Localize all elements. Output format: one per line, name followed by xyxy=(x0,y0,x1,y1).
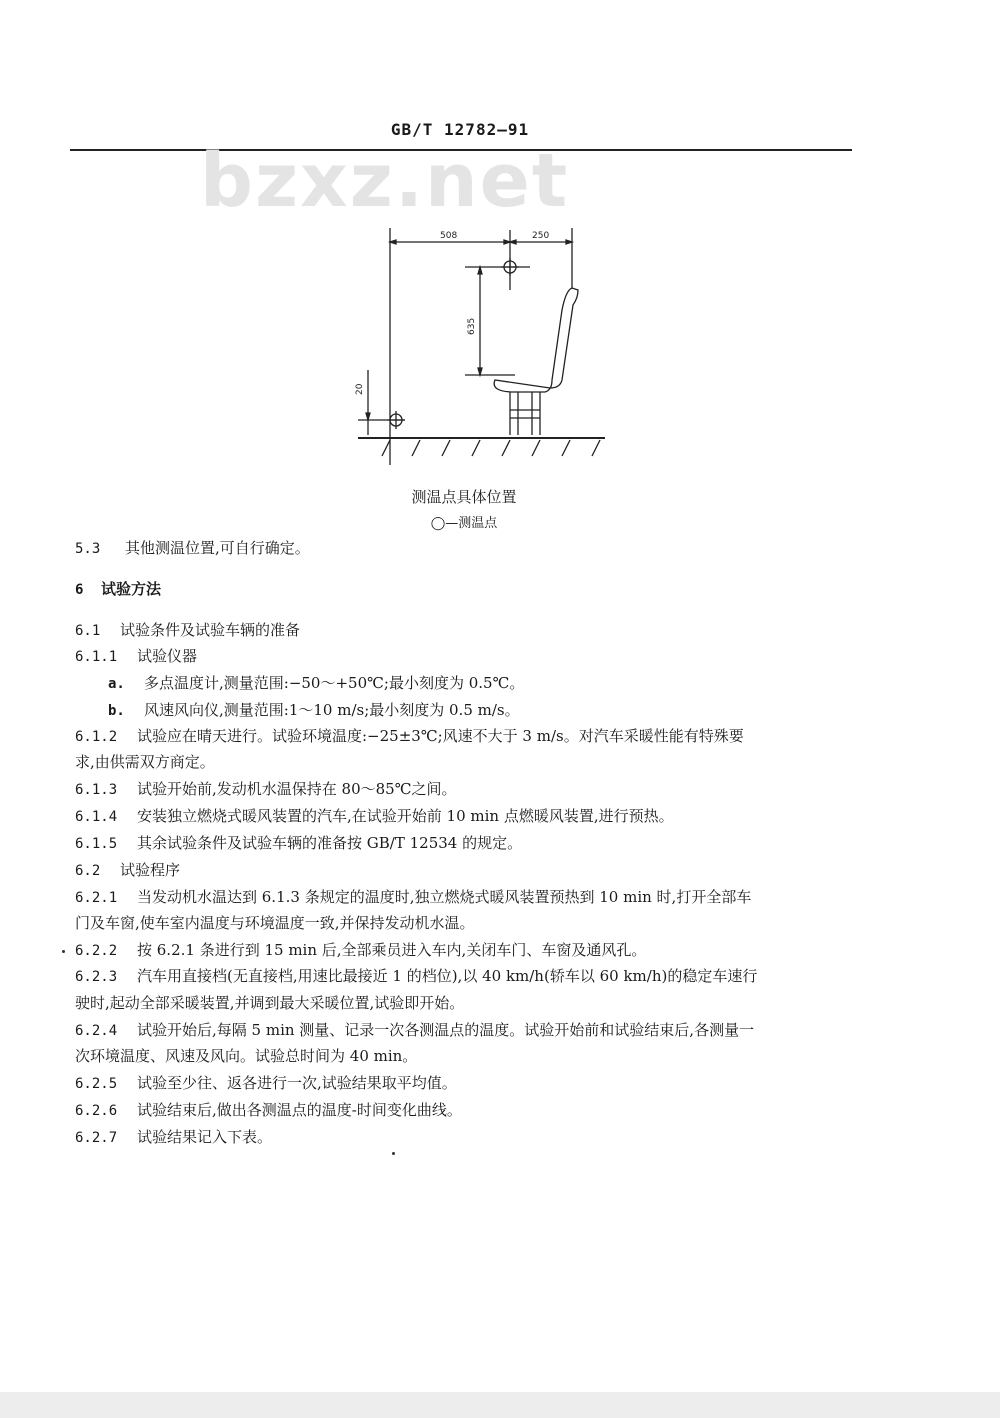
clause-6-2-2 xyxy=(75,936,865,965)
section-6-heading xyxy=(75,575,865,604)
clause-text: 试验应在晴天进行。试验环境温度:−25±3℃;风速不大于 3 m/s。对汽车采暖性能有特殊要 xyxy=(137,727,744,745)
clause-number: 6.2.6 xyxy=(75,1103,118,1119)
clause-number: 6.2.1 xyxy=(75,890,118,906)
clause-number: 6.2.4 xyxy=(75,1023,118,1039)
clause-number: 6.1 xyxy=(75,623,101,639)
clause-number: 6.2.2 xyxy=(75,943,118,959)
clause-number: 6.1.3 xyxy=(75,782,118,798)
section-title: 试验方法 xyxy=(101,580,162,598)
clause-text: 试验条件及试验车辆的准备 xyxy=(120,621,301,639)
clause-6-2-4 xyxy=(75,1016,865,1045)
item-b xyxy=(108,696,898,725)
clause-6-1-4 xyxy=(75,802,865,831)
section-number: 6 xyxy=(75,582,84,598)
clause-text: 汽车用直接档(无直接档,用速比最接近 1 的档位),以 40 km/h(轿车以 60 km/h)的稳定车速行 xyxy=(137,967,758,985)
clause-6-1-2-cont: 求,由供需双方商定。 xyxy=(75,753,215,771)
page-bottom-edge xyxy=(0,1392,1000,1418)
clause-6-2-4-cont: 次环境温度、风速及风向。试验总时间为 40 min。 xyxy=(75,1047,418,1065)
clause-6-1-5 xyxy=(75,829,865,858)
item-label: a. xyxy=(108,676,125,692)
measurement-position-figure xyxy=(340,220,620,470)
item-a xyxy=(108,669,898,698)
clause-number: 6.1.2 xyxy=(75,729,118,745)
dim-label-250: 250 xyxy=(532,231,550,241)
clause-text: 其他测温位置,可自行确定。 xyxy=(125,539,310,557)
clause-text: 按 6.2.1 条进行到 15 min 后,全部乘员进入车内,关闭车门、车窗及通风孔。 xyxy=(137,941,647,959)
clause-6-2-3 xyxy=(75,962,865,991)
clause-text: 其余试验条件及试验车辆的准备按 GB/T 12534 的规定。 xyxy=(137,834,523,852)
clause-6-1-1 xyxy=(75,642,865,671)
clause-number: 6.1.4 xyxy=(75,809,118,825)
clause-6-1-2 xyxy=(75,722,865,751)
clause-6-1 xyxy=(75,616,865,645)
clause-number: 6.2.3 xyxy=(75,969,118,985)
clause-text: 试验开始后,每隔 5 min 测量、记录一次各测温点的温度。试验开始前和试验结束后,各测量一 xyxy=(137,1021,755,1039)
clause-number: 6.2.5 xyxy=(75,1076,118,1092)
clause-text: 试验仪器 xyxy=(137,647,198,665)
clause-6-2-3-cont: 驶时,起动全部采暖装置,并调到最大采暖位置,试验即开始。 xyxy=(75,994,465,1012)
clause-6-1-3 xyxy=(75,775,865,804)
clause-text: 试验开始前,发动机水温保持在 80～85℃之间。 xyxy=(137,780,457,798)
seat-icon xyxy=(494,288,578,392)
item-text: 风速风向仪,测量范围:1～10 m/s;最小刻度为 0.5 m/s。 xyxy=(144,701,520,719)
clause-6-2-5 xyxy=(75,1069,865,1098)
clause-number: 6.2.7 xyxy=(75,1130,118,1146)
clause-text: 试验程序 xyxy=(120,861,181,879)
clause-number: 6.1.1 xyxy=(75,649,118,665)
dim-label-635: 635 xyxy=(467,317,477,335)
clause-5-3 xyxy=(75,534,865,563)
clause-number: 6.1.5 xyxy=(75,836,118,852)
dim-label-20: 20 xyxy=(355,383,365,395)
clause-number: 6.2 xyxy=(75,863,101,879)
standard-code-header: GB/T 12782—91 xyxy=(390,120,530,139)
item-label: b. xyxy=(108,703,125,719)
clause-text: 当发动机水温达到 6.1.3 条规定的温度时,独立燃烧式暖风装置预热到 10 min 时,打开全部车 xyxy=(137,888,752,906)
clause-number: 5.3 xyxy=(75,541,101,557)
clause-text: 试验结束后,做出各测温点的温度-时间变化曲线。 xyxy=(137,1101,462,1119)
scan-speck xyxy=(392,1152,395,1155)
figure-caption: 测温点具体位置 xyxy=(411,488,517,506)
scan-speck xyxy=(62,950,65,953)
clause-text: 试验结果记入下表。 xyxy=(137,1128,273,1146)
clause-6-2-6 xyxy=(75,1096,865,1125)
watermark: bzxz.net xyxy=(200,138,570,224)
floor-hatching xyxy=(382,440,600,456)
clause-6-2-1 xyxy=(75,883,865,912)
figure-legend: ◯—测温点 xyxy=(430,516,498,531)
clause-6-2 xyxy=(75,856,865,885)
clause-6-2-1-cont: 门及车窗,使车室内温度与环境温度一致,并保持发动机水温。 xyxy=(75,914,475,932)
clause-6-2-7 xyxy=(75,1123,865,1152)
item-text: 多点温度计,测量范围:−50～+50℃;最小刻度为 0.5℃。 xyxy=(144,674,525,692)
clause-text: 试验至少往、返各进行一次,试验结果取平均值。 xyxy=(137,1074,457,1092)
clause-text: 安装独立燃烧式暖风装置的汽车,在试验开始前 10 min 点燃暖风装置,进行预热。 xyxy=(137,807,674,825)
dim-label-508: 508 xyxy=(440,231,458,241)
